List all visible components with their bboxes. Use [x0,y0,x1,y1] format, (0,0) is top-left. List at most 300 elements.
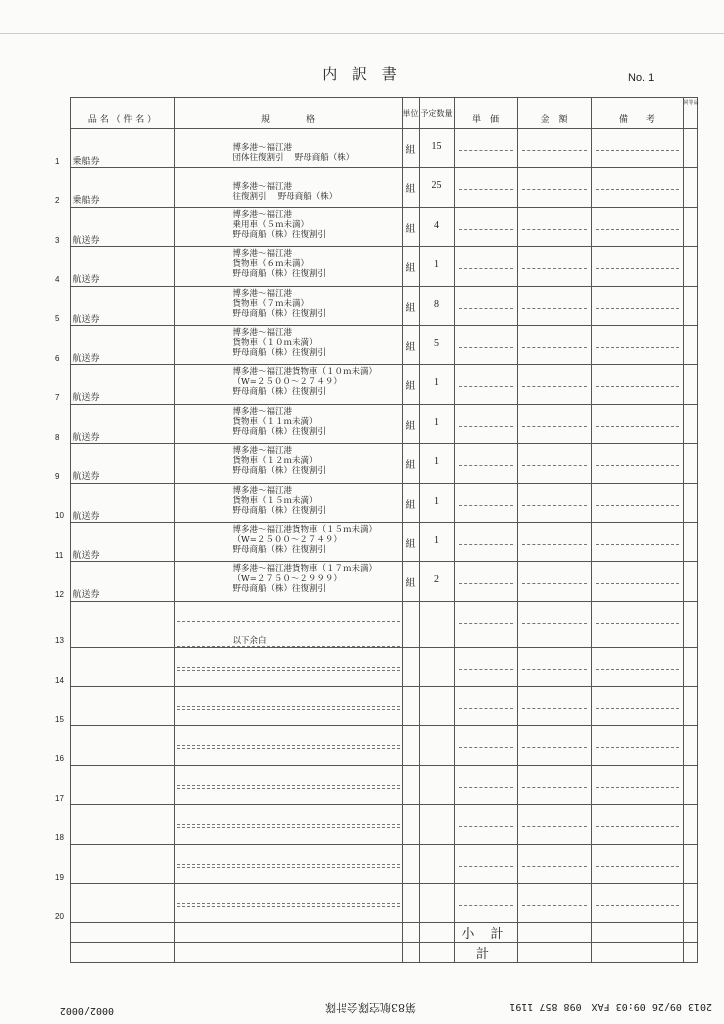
spec-cell [174,884,402,923]
dotted-rule [596,847,679,867]
item-unit [403,766,419,778]
unit-cell [402,844,419,883]
dotted-rule [596,131,679,151]
unit-price-cell [454,247,517,286]
row-number: 2 [55,196,60,206]
spec-cell [174,844,402,883]
dotted-rule [459,170,513,190]
amount-cell [517,207,591,246]
page-number: No. 1 [628,72,655,84]
item-quantity: 1 [434,495,439,507]
amount-cell [517,444,591,483]
item-name-cell [70,844,174,883]
unit-cell [402,168,419,207]
unit-cell [402,884,419,923]
dotted-rule [522,807,587,827]
spec-cell [174,647,402,686]
spec-cell [174,522,402,561]
remarks-cell [591,129,683,168]
unit-cell [402,286,419,325]
dotted-rule [522,249,587,269]
row-number: 14 [55,675,64,685]
item-unit: 組 [405,184,416,196]
row-number-cell [52,601,70,647]
unit-cell [402,687,419,726]
item-quantity [420,648,454,660]
amount-cell [517,844,591,883]
item-name-cell [70,805,174,844]
dotted-rule [177,906,400,907]
dotted-rule [459,210,513,230]
row-number-cell [52,404,70,443]
dotted-rule [459,131,513,151]
item-name [71,845,174,870]
dotted-rule [596,807,679,827]
item-quantity: 1 [434,416,439,428]
fax-page-count: 0002/0002 [59,1005,114,1016]
unit-price-cell [454,601,517,647]
dotted-rule [459,728,513,748]
item-name [71,648,174,673]
remarks-cell [591,365,683,404]
amount-cell [517,286,591,325]
row-number: 3 [55,235,60,245]
remarks-cell [591,726,683,765]
table-row [52,687,697,726]
item-name: 航送券 [72,511,100,522]
dotted-rule [459,407,513,427]
item-name: 航送券 [72,235,100,246]
item-name: 航送券 [72,393,100,404]
unit-cell [402,129,419,168]
amount-cell [517,687,591,726]
item-unit: 組 [405,578,416,590]
row-number-cell [52,129,70,168]
breakdown-table [52,97,698,963]
row-number: 1 [55,156,60,166]
dotted-rule [596,328,679,348]
row-number: 9 [55,472,60,482]
dotted-rule [177,827,400,828]
table-row [52,884,697,923]
row-number: 12 [55,590,64,600]
row-number: 11 [55,550,64,560]
dotted-rule [522,604,587,624]
item-quantity: 25 [431,180,442,192]
spec-cell [174,687,402,726]
item-name-cell [70,562,174,601]
row-number-cell [52,805,70,844]
table-row [52,601,697,647]
equivalent-cell [683,286,697,325]
unit-price-cell [454,522,517,561]
total-label: 計 [454,943,517,963]
item-name: 航送券 [72,432,100,443]
row-number: 6 [55,353,60,363]
dotted-rule [596,367,679,387]
item-name: 航送券 [72,550,100,561]
item-name-cell [70,207,174,246]
dotted-rule [522,367,587,387]
dotted-rule [177,867,400,868]
spec-cell [174,483,402,522]
item-quantity [420,805,454,817]
unit-cell [402,522,419,561]
item-name [71,726,174,751]
dotted-rule [459,650,513,670]
item-quantity: 4 [434,219,439,231]
dotted-rule [596,486,679,506]
unit-price-cell [454,365,517,404]
remarks-cell [591,207,683,246]
dotted-rule [522,446,587,466]
remarks-cell [591,647,683,686]
item-name-cell [70,247,174,286]
unit-cell [402,207,419,246]
row-number: 17 [55,793,64,803]
equivalent-cell [683,444,697,483]
row-number-cell [52,765,70,804]
dotted-rule [596,525,679,545]
item-unit [403,687,419,699]
dotted-rule [522,289,587,309]
spec-cell [174,444,402,483]
spec-cell [174,365,402,404]
quantity-cell [419,129,454,168]
dotted-rule [522,328,587,348]
item-quantity [420,884,454,896]
dotted-rule [459,367,513,387]
item-name-cell [70,687,174,726]
equivalent-cell [683,805,697,844]
header-item-name: 品 名 （ 件 名 ） [70,98,174,129]
item-quantity [420,845,454,857]
unit-price-cell [454,483,517,522]
item-spec: 以下余白 [232,635,267,646]
item-spec: 博多港～福江港 乗用車（５ｍ未満） 野母商船（株）往復割引 [232,209,327,240]
dotted-rule [459,249,513,269]
item-name-cell [70,884,174,923]
item-name [71,602,174,627]
equivalent-cell [683,884,697,923]
dotted-rule [522,564,587,584]
dotted-rule [522,131,587,151]
remarks-cell [591,765,683,804]
equivalent-cell [683,647,697,686]
equivalent-cell [683,765,697,804]
fax-header-footer [0,998,724,1020]
unit-cell [402,247,419,286]
unit-cell [402,601,419,647]
item-quantity [420,602,454,614]
item-spec: 博多港～福江港 貨物車（１１ｍ未満） 野母商船（株）往復割引 [232,406,327,437]
equivalent-cell [683,404,697,443]
item-quantity: 15 [431,141,442,152]
item-spec: 博多港～福江港貨物車（１０ｍ未満） （W=２５００～２７４９） 野母商船（株）往復割引 [232,367,378,398]
item-unit: 組 [405,420,416,432]
remarks-cell [591,286,683,325]
header-unit-price: 単 価 [454,98,517,129]
header-spec: 規 格 [174,98,402,129]
item-unit: 組 [405,460,416,472]
item-name-cell [70,483,174,522]
dotted-rule [522,650,587,670]
item-name-cell [70,601,174,647]
quantity-cell [419,647,454,686]
quantity-cell [419,601,454,647]
item-name [71,884,174,909]
dotted-rule [177,788,400,789]
amount-cell [517,247,591,286]
header-unit: 単位 [402,98,419,129]
row-number-cell [52,647,70,686]
equivalent-cell [683,844,697,883]
item-name-cell [70,726,174,765]
spec-cell [174,726,402,765]
dotted-rule [596,407,679,427]
unit-cell [402,483,419,522]
item-quantity: 1 [434,259,439,271]
row-number-cell [52,483,70,522]
table-row [52,404,697,443]
table-row [52,483,697,522]
item-unit [403,648,419,660]
dotted-rule [459,446,513,466]
row-number: 18 [55,833,64,843]
remarks-cell [591,404,683,443]
unit-price-cell [454,444,517,483]
item-name-cell [70,286,174,325]
spec-cell [174,168,402,207]
amount-cell [517,601,591,647]
item-quantity: 2 [434,574,439,586]
dotted-rule [459,768,513,788]
dotted-rule [459,847,513,867]
item-name-cell [70,404,174,443]
dotted-rule [596,650,679,670]
item-name: 乗船券 [72,196,100,207]
dotted-rule [522,486,587,506]
unit-price-cell [454,562,517,601]
row-number: 19 [55,872,64,882]
equivalent-cell [683,522,697,561]
header-equivalent: 同等品 [683,98,697,129]
item-quantity: 1 [434,456,439,468]
table-row [52,365,697,404]
spec-cell [174,805,402,844]
item-name-cell [70,168,174,207]
remarks-cell [591,483,683,522]
item-name-cell [70,365,174,404]
unit-cell [402,444,419,483]
amount-cell [517,483,591,522]
item-spec: 博多港～福江港 往復割引 野母商船（株） [232,182,338,203]
quantity-cell [419,726,454,765]
table-row [52,726,697,765]
item-name [71,687,174,712]
item-quantity [420,687,454,699]
item-name [71,805,174,830]
remarks-cell [591,601,683,647]
dotted-rule [177,709,400,710]
item-quantity: 5 [434,337,439,349]
item-unit: 組 [405,538,416,550]
unit-price-cell [454,647,517,686]
row-number: 20 [55,911,64,921]
item-quantity: 1 [434,534,439,546]
item-unit [403,726,419,738]
table-row [52,325,697,364]
item-unit: 組 [405,263,416,275]
remarks-cell [591,884,683,923]
item-name-cell [70,325,174,364]
row-number-cell [52,522,70,561]
header-remarks: 備 考 [591,98,683,129]
quantity-cell [419,168,454,207]
unit-price-cell [454,884,517,923]
quantity-cell [419,844,454,883]
item-name-cell [70,647,174,686]
dotted-rule [459,604,513,624]
item-spec: 博多港～福江港貨物車（１７ｍ未満） （W=２７５０～２９９９） 野母商船（株）往復割引 [232,564,378,595]
dotted-rule [522,525,587,545]
amount-cell [517,765,591,804]
amount-cell [517,884,591,923]
equivalent-cell [683,562,697,601]
spec-cell [174,207,402,246]
dotted-rule [177,748,400,749]
unit-price-cell [454,726,517,765]
unit-cell [402,805,419,844]
quantity-cell [419,365,454,404]
row-number-cell [52,726,70,765]
dotted-rule [459,525,513,545]
quantity-cell [419,325,454,364]
unit-cell [402,765,419,804]
row-number-cell [52,444,70,483]
table-row [52,168,697,207]
dotted-rule [459,328,513,348]
equivalent-cell [683,247,697,286]
dotted-rule [459,807,513,827]
item-name [71,766,174,791]
item-unit [403,805,419,817]
quantity-cell [419,805,454,844]
header-amount: 金 額 [517,98,591,129]
dotted-rule [177,670,400,671]
row-number-cell [52,687,70,726]
row-number-cell [52,247,70,286]
header-number [52,98,70,129]
remarks-cell [591,805,683,844]
item-quantity [420,726,454,738]
row-number: 7 [55,393,60,403]
amount-cell [517,365,591,404]
equivalent-cell [683,726,697,765]
dotted-rule [522,886,587,906]
equivalent-cell [683,168,697,207]
dotted-rule [522,689,587,709]
unit-cell [402,404,419,443]
equivalent-cell [683,129,697,168]
remarks-cell [591,687,683,726]
equivalent-cell [683,365,697,404]
unit-cell [402,365,419,404]
row-number-cell [52,286,70,325]
remarks-cell [591,168,683,207]
item-spec: 博多港～福江港 貨物車（７ｍ未満） 野母商船（株）往復割引 [232,288,327,319]
unit-price-cell [454,687,517,726]
equivalent-cell [683,601,697,647]
table-row [52,805,697,844]
item-spec: 博多港～福江港 貨物車（６ｍ未満） 野母商船（株）往復割引 [232,249,327,280]
table-row [52,129,697,168]
dotted-rule [596,604,679,624]
amount-cell [517,325,591,364]
unit-price-cell [454,286,517,325]
dotted-rule [596,689,679,709]
equivalent-cell [683,325,697,364]
remarks-cell [591,844,683,883]
item-name: 航送券 [72,353,100,364]
item-name-cell [70,129,174,168]
item-name-cell [70,444,174,483]
amount-cell [517,647,591,686]
remarks-cell [591,522,683,561]
dotted-rule [596,289,679,309]
item-quantity: 8 [434,298,439,310]
amount-cell [517,168,591,207]
subtotal-row [52,923,697,943]
item-quantity: 1 [434,377,439,389]
amount-cell [517,805,591,844]
remarks-cell [591,247,683,286]
table-row [52,286,697,325]
quantity-cell [419,444,454,483]
row-number-cell [52,325,70,364]
scan-artifact-line [0,33,724,34]
unit-price-cell [454,404,517,443]
quantity-cell [419,483,454,522]
spec-cell [174,286,402,325]
unit-cell [402,726,419,765]
item-name: 乗船券 [72,157,100,167]
quantity-cell [419,884,454,923]
item-name: 航送券 [72,314,100,325]
spec-cell [174,129,402,168]
item-spec: 博多港～福江港 貨物車（１５ｍ未満） 野母商船（株）往復割引 [232,485,327,516]
table-header-row [52,98,697,129]
item-unit: 組 [405,341,416,353]
dotted-rule [522,407,587,427]
item-unit [403,845,419,857]
dotted-rule [459,689,513,709]
amount-cell [517,404,591,443]
dotted-rule [522,170,587,190]
dotted-rule [522,210,587,230]
unit-price-cell [454,805,517,844]
table-row [52,647,697,686]
item-spec: 博多港～福江港 貨物車（１０ｍ未満） 野母商船（株）往復割引 [232,327,327,358]
quantity-cell [419,765,454,804]
dotted-rule [596,886,679,906]
item-name: 航送券 [72,472,100,483]
remarks-cell [591,325,683,364]
row-number: 4 [55,275,60,285]
item-name: 航送券 [72,275,100,286]
quantity-cell [419,687,454,726]
item-spec: 博多港～福江港 貨物車（１２ｍ未満） 野母商船（株）往復割引 [232,446,327,477]
